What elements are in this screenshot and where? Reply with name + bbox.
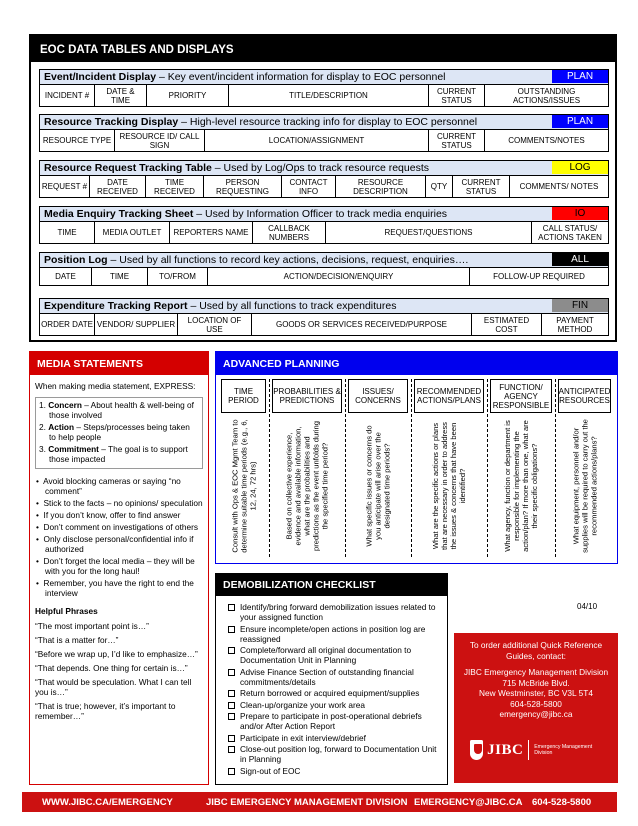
table-name: Expenditure Tracking Report — [44, 300, 188, 312]
eoc-data-tables-section — [29, 34, 617, 342]
column-header: LOCATION/ASSIGNMENT — [205, 130, 429, 151]
address-block — [454, 667, 618, 720]
log-badge: LOG — [552, 161, 608, 174]
list-item: • Stick to the facts – no opinions/ speculation — [36, 498, 203, 508]
table-desc: – Used by all functions to record key actions, decisions, request, enquiries…. — [107, 254, 469, 266]
table-name: Event/Incident Display — [44, 71, 157, 83]
column-header: COMMENTS/NOTES — [508, 136, 585, 145]
column-header: TIME — [40, 222, 95, 243]
column-header: OUTSTANDING ACTIONS/ISSUES — [512, 86, 581, 105]
list-item: “That is a matter for…” — [35, 635, 119, 645]
list-item: “Before we wrap up, I’d like to emphasize…” — [35, 649, 198, 659]
column-header: REPORTERS NAME — [170, 222, 253, 243]
checkbox[interactable] — [228, 702, 235, 709]
column-header: DATE & TIME — [95, 85, 147, 106]
divider — [269, 379, 270, 557]
phone: 604-528-5800 — [510, 698, 562, 709]
helpful-phrases-heading: Helpful Phrases — [35, 606, 98, 616]
column-guidance: What equipment, personnel and/or supplies will be required to carry out the recommended actions/plans? — [571, 419, 598, 553]
city: New Westminster, BC V3L 5T4 — [479, 688, 593, 698]
shield-icon — [470, 740, 483, 760]
checklist-item[interactable]: Complete/forward all original documentation to Documentation Unit in Planning — [228, 645, 443, 665]
column-header: PERSON REQUESTING — [204, 176, 282, 197]
table-desc: – High-level resource tracking info for display to EOC personnel — [178, 116, 478, 128]
checklist-item[interactable]: Prepare to participate in post-operational debriefs and/or After Action Report — [228, 711, 443, 731]
logo-word: JIBC — [487, 741, 524, 758]
media-intro: When making media statement, EXPRESS: — [35, 381, 196, 391]
planning-column — [490, 379, 552, 557]
jibc-logo — [470, 737, 598, 763]
column-header: TIME — [92, 268, 148, 285]
column-header: PRIORITY — [147, 85, 229, 106]
io-badge: IO — [552, 207, 608, 220]
footer-division: JIBC EMERGENCY MANAGEMENT DIVISION — [206, 796, 408, 808]
all-badge: ALL — [552, 253, 608, 266]
contact-box — [454, 633, 618, 783]
table-desc: – Used by all functions to track expenditures — [187, 300, 397, 312]
list-item: • Avoid blocking cameras or saying “no comment” — [36, 476, 181, 496]
planning-column — [414, 379, 484, 557]
checklist-item[interactable]: Clean-up/organize your work area — [228, 700, 443, 710]
panel-title: DEMOBILIZATION CHECKLIST — [216, 574, 447, 596]
column-header: RESOURCE DESCRIPTION — [336, 176, 426, 197]
fin-badge: FIN — [552, 299, 608, 312]
street: 715 McBride Blvd. — [502, 677, 570, 688]
date-code: 04/10 — [577, 602, 598, 611]
divider — [345, 379, 346, 557]
column-header: COMMENTS/ NOTES — [519, 182, 599, 191]
table-name: Resource Request Tracking Table — [44, 162, 212, 174]
checkbox[interactable] — [228, 713, 235, 720]
checklist-item[interactable]: Identify/bring forward demobilization issues related to your assigned function — [228, 602, 443, 622]
column-guidance: Consult with Ops & EOC Mgmt Team to determine suitable time periods (e.g., 6, 12, 24, 72 hrs) — [230, 419, 257, 553]
list-item: “That is true; however, it’s important to remember…” — [35, 701, 176, 721]
column-guidance: Based on collective experience, evidence and available information, what are the probabilities and predictions as the event unfolds during the specified time period? — [284, 420, 330, 552]
plan-badge: PLAN — [552, 70, 608, 83]
column-header: ESTIMATED COST — [472, 314, 542, 335]
column-header: REQUEST # — [40, 176, 90, 197]
planning-column — [272, 379, 342, 557]
section-title: EOC DATA TABLES AND DISPLAYS — [31, 36, 615, 62]
checkbox[interactable] — [228, 690, 235, 697]
express-list — [35, 397, 203, 469]
list-item: “The most important point is…” — [35, 621, 149, 631]
column-header: ISSUES/ CONCERNS — [348, 379, 408, 413]
column-header: TIME PERIOD — [221, 379, 266, 413]
table-resource-request-tracking — [39, 160, 609, 198]
column-header: ACTION/DECISION/ENQUIRY — [208, 268, 470, 285]
checkbox[interactable] — [228, 735, 235, 742]
table-desc: – Key event/incident information for display to EOC personnel — [156, 71, 446, 83]
media-statements-panel — [29, 351, 209, 785]
advanced-planning-panel — [215, 351, 618, 564]
column-header: CALL STATUS/ ACTIONS TAKEN — [538, 223, 602, 242]
footer-email-link[interactable]: EMERGENCY@JIBC.CA — [414, 796, 523, 808]
divider — [411, 379, 412, 557]
list-item: • Remember, you have the right to end the interview — [36, 578, 194, 598]
divider — [487, 379, 488, 557]
column-header: LOCATION OF USE — [178, 314, 252, 335]
table-desc: – Used by Log/Ops to track resource requests — [211, 162, 429, 174]
column-header: GOODS OR SERVICES RECEIVED/PURPOSE — [252, 314, 472, 335]
column-header: FUNCTION/ AGENCY RESPONSIBLE — [490, 379, 552, 413]
table-name: Position Log — [44, 254, 108, 266]
footer-phone: 604-528-5800 — [532, 796, 592, 808]
column-header: CURRENT STATUS — [453, 176, 510, 197]
planning-column — [558, 379, 611, 557]
media-tips-list — [35, 476, 203, 598]
plan-badge: PLAN — [552, 115, 608, 128]
column-header: CALLBACK NUMBERS — [253, 222, 326, 243]
org-name: JIBC Emergency Management Division — [463, 667, 609, 677]
table-expenditure-tracking — [39, 298, 609, 336]
column-header: PAYMENT METHOD — [556, 315, 594, 334]
table-desc: – Used by Information Officer to track media enquiries — [193, 208, 448, 220]
column-header: RESOURCE TYPE — [40, 130, 115, 151]
table-resource-tracking-display — [39, 114, 609, 152]
planning-grid — [221, 379, 611, 557]
demobilization-checklist — [215, 573, 448, 785]
checkbox[interactable] — [228, 746, 235, 753]
checklist-item[interactable]: Return borrowed or acquired equipment/supplies — [228, 688, 443, 698]
checkbox[interactable] — [228, 647, 235, 654]
column-header: INCIDENT # — [40, 85, 95, 106]
checkbox[interactable] — [228, 768, 235, 775]
column-guidance: What are the specific actions or plans that are necessary in order to address the issues & concerns that have been identified? — [431, 422, 467, 550]
table-name: Media Enquiry Tracking Sheet — [44, 208, 194, 220]
list-item: “That depends. One thing for certain is…” — [35, 663, 188, 673]
table-event-incident-display — [39, 69, 609, 107]
express-item: 2. Action – Steps/processes being taken to help people — [39, 422, 190, 442]
column-header: REQUEST/QUESTIONS — [326, 222, 532, 243]
column-header: CURRENT STATUS — [429, 85, 485, 106]
checklist-item[interactable]: Sign-out of EOC — [228, 766, 443, 776]
column-header: TIME RECEIVED — [146, 176, 204, 197]
list-item: “That would be speculation. What I can tell you is…” — [35, 677, 192, 697]
column-header: FOLLOW-UP REQUIRED — [493, 272, 585, 281]
planning-column — [348, 379, 408, 557]
column-header: PROBABILITIES & PREDICTIONS — [272, 379, 342, 413]
column-header: ANTICIPATED RESOURCES — [558, 379, 611, 413]
checklist-item[interactable]: Participate in exit interview/debrief — [228, 733, 443, 743]
planning-column — [221, 379, 266, 557]
checkbox[interactable] — [228, 626, 235, 633]
column-header: QTY — [426, 176, 453, 197]
express-item: 1. Concern – About health & well-being of those involved — [39, 400, 194, 420]
helpful-phrases-list — [35, 621, 203, 721]
checklist-item[interactable]: Advise Finance Section of outstanding financial commitments/details — [228, 667, 443, 687]
column-header: RECOMMENDED ACTIONS/PLANS — [414, 379, 484, 413]
column-guidance: What agency, function or department is responsible for implementing the action/plan? If more than one, what are their specific obligations? — [503, 420, 539, 552]
column-header: DATE — [40, 268, 92, 285]
column-header: RESOURCE ID/ CALL SIGN — [115, 130, 205, 151]
list-item: • Don’t forget the local media – they will be with you for the long haul! — [36, 556, 195, 576]
express-item: 3. Commitment – The goal is to support those impacted — [39, 444, 188, 464]
column-header: DATE RECEIVED — [90, 176, 146, 197]
table-name: Resource Tracking Display — [44, 116, 179, 128]
column-guidance: What specific issues or concerns do you anticipate will arise over the designated time periods? — [364, 425, 392, 547]
column-header: ORDER DATE — [40, 314, 95, 335]
table-media-enquiry-tracking — [39, 206, 609, 244]
column-header: TO/FROM — [148, 268, 208, 285]
divider — [555, 379, 556, 557]
column-header: CURRENT STATUS — [429, 130, 485, 151]
order-text: To order additional Quick Reference Guides, contact: — [469, 640, 603, 661]
checklist-item[interactable]: Ensure incomplete/open actions in position log are reassigned — [228, 624, 443, 644]
checklist-item[interactable]: Close-out position log, forward to Documentation Unit in Planning — [228, 744, 443, 764]
column-header: MEDIA OUTLET — [95, 222, 170, 243]
column-header: VENDOR/ SUPPLIER — [95, 314, 178, 335]
checkbox[interactable] — [228, 604, 235, 611]
email-link[interactable]: emergency@jibc.ca — [499, 709, 573, 719]
list-item: • Don’t comment on investigations of others — [36, 522, 199, 532]
column-header: CONTACT INFO — [282, 176, 336, 197]
panel-title: MEDIA STATEMENTS — [30, 352, 208, 375]
footer-website-link[interactable]: WWW.JIBC.CA/EMERGENCY — [42, 796, 173, 808]
table-position-log — [39, 252, 609, 286]
list-item: • If you don’t know, offer to find answer — [36, 510, 181, 520]
footer-bar — [22, 792, 617, 812]
list-item: • Only disclose personal/confidential info if authorized — [36, 534, 194, 554]
logo-subtitle: Emergency Management Division — [534, 744, 593, 756]
panel-title: ADVANCED PLANNING — [216, 352, 617, 375]
checkbox[interactable] — [228, 669, 235, 676]
column-header: TITLE/DESCRIPTION — [229, 85, 429, 106]
